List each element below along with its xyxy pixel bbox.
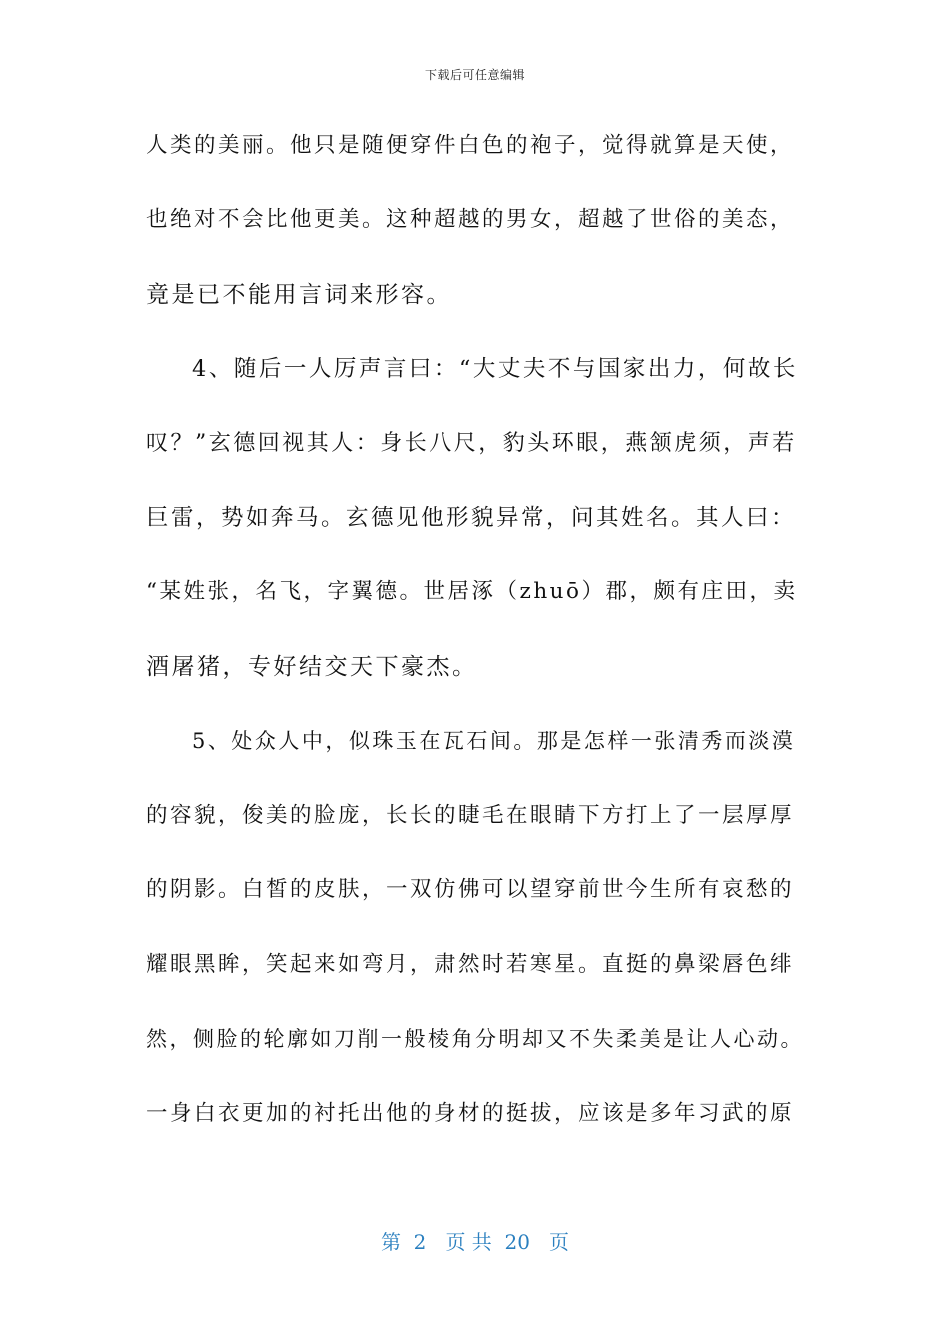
paragraph-5-start: 5、处众人中，似珠玉在瓦石间。那是怎样一张清秀而淡漠 xyxy=(192,729,796,753)
text-line: 耀眼黑眸，笑起来如弯月，肃然时若寒星。直挺的鼻梁唇色绯 xyxy=(146,952,795,977)
text-line: 竟是已不能用言词来形容。 xyxy=(146,282,452,308)
text-line: 人类的美丽。他只是随便穿件白色的袍子，觉得就算是天使， xyxy=(146,133,795,158)
text-line: 也绝对不会比他更美。这种超越的男女，超越了世俗的美态， xyxy=(146,207,795,232)
text-line: 然，侧脸的轮廓如刀削一般棱角分明却又不失柔美是让人心动。 xyxy=(146,1027,804,1051)
text-line: 叹？”玄德回视其人：身长八尺，豹头环眼，燕颔虎须，声若 xyxy=(146,431,797,456)
text-line: 酒屠猪，专好结交天下豪杰。 xyxy=(146,654,478,680)
text-line: 的阴影。白皙的皮肤，一双仿佛可以望穿前世今生所有哀愁的 xyxy=(146,877,795,902)
text-line: “某姓张，名飞，字翼德。世居涿（zhuō）郡，颇有庄田，卖 xyxy=(146,579,798,604)
page-number-footer: 第 2 页 共 20 页 xyxy=(380,1230,570,1254)
text-line: 的容貌，俊美的脸庞，长长的睫毛在眼睛下方打上了一层厚厚 xyxy=(146,803,795,828)
page-header: 下载后可任意编辑 xyxy=(424,68,525,82)
text-line: 巨雷，势如奔马。玄德见他形貌异常，问其姓名。其人曰： xyxy=(146,505,797,531)
paragraph-4-start: 4、随后一人厉声言曰：“大丈夫不与国家出力，何故长 xyxy=(192,356,798,382)
text-line: 一身白衣更加的衬托出他的身材的挺拔，应该是多年习武的原 xyxy=(146,1101,795,1126)
